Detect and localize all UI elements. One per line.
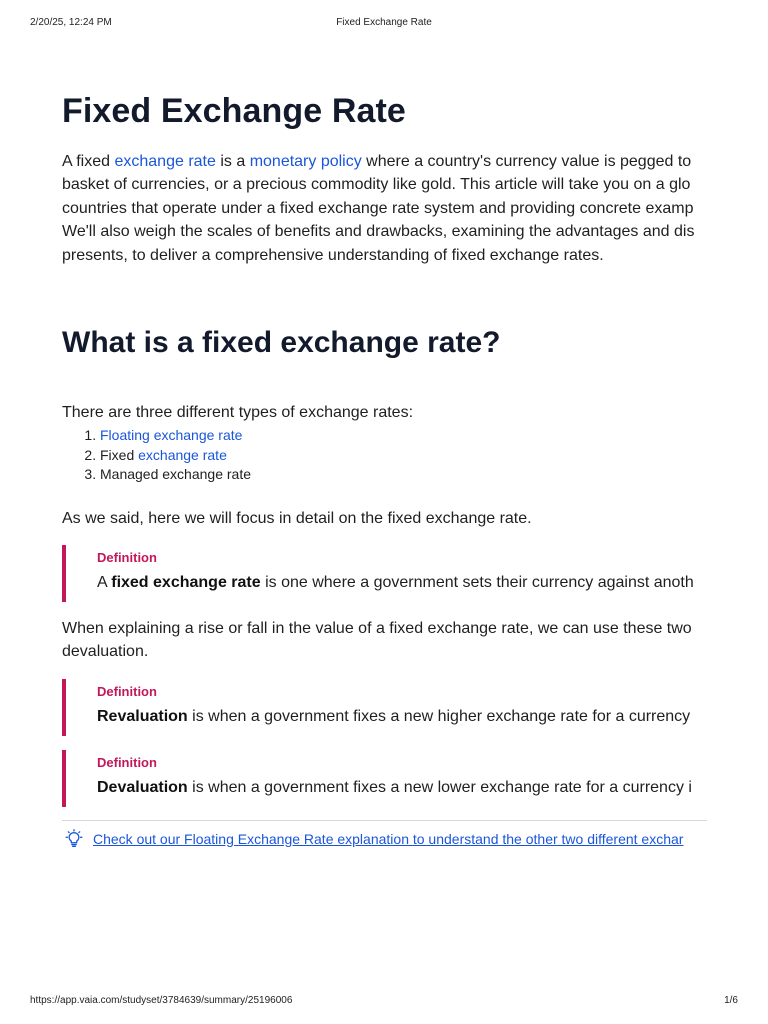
intro-text: is a	[215, 153, 250, 170]
definition-text	[97, 572, 707, 602]
explain-paragraph	[62, 617, 707, 664]
intro-paragraph	[62, 150, 707, 267]
article	[62, 88, 707, 968]
print-url: https://app.vaia.com/studyset/3784639/summary/25196006	[30, 995, 293, 1006]
definition-term: Devaluation	[97, 778, 188, 796]
explain-line-1: When explaining a rise or fall in the value of a fixed exchange rate, we can use these two	[62, 619, 692, 637]
section-heading: What is a fixed exchange rate?	[62, 326, 501, 360]
list-item	[100, 446, 707, 466]
explain-line-2: devaluation.	[62, 643, 149, 661]
types-lead-text: There are three different types of exchange rates:	[62, 404, 414, 422]
intro-text: where a country's currency value is pegged to	[361, 153, 692, 170]
lightbulb-icon	[64, 829, 84, 849]
monetary-policy-link[interactable]: monetary policy	[249, 153, 362, 170]
print-footer	[0, 995, 768, 1009]
intro-line-1	[62, 150, 707, 173]
print-datetime: 2/20/25, 12:24 PM	[30, 17, 112, 28]
definition-box-devaluation	[62, 750, 707, 807]
definition-box-revaluation	[62, 679, 707, 736]
floating-exchange-rate-explanation-link[interactable]: Check out our Floating Exchange Rate explanation to understand the other two different exchar	[93, 830, 684, 847]
definition-body: is one where a government sets their currency against anoth	[260, 573, 694, 591]
intro-line-4: We'll also weigh the scales of benefits and drawbacks, examining the advantages and dis	[62, 223, 695, 241]
definition-label: Definition	[97, 549, 157, 565]
intro-line-5: presents, to deliver a comprehensive understanding of fixed exchange rates.	[62, 246, 604, 264]
definition-text	[97, 777, 707, 807]
definition-label: Definition	[97, 754, 157, 770]
definition-text	[97, 706, 707, 736]
exchange-rate-link[interactable]: exchange rate	[138, 446, 227, 463]
exchange-rate-types-list	[62, 426, 707, 485]
intro-line-2: basket of currencies, or a precious commodity like gold. This article will take you on a glo	[62, 176, 691, 194]
print-header	[0, 17, 768, 31]
definition-term: Revaluation	[97, 707, 188, 725]
print-title: Fixed Exchange Rate	[336, 17, 432, 28]
floating-exchange-rate-link[interactable]: Floating exchange rate	[100, 427, 243, 444]
definition-body: is when a government fixes a new higher exchange rate for a currency	[187, 707, 691, 725]
intro-line-3: countries that operate under a fixed exchange rate system and providing concrete examp	[62, 199, 694, 217]
list-item-text: Managed exchange rate	[100, 466, 251, 483]
definition-box-fixed-exchange-rate	[62, 545, 707, 602]
page-title: Fixed Exchange Rate	[62, 92, 406, 130]
definition-term: fixed exchange rate	[111, 573, 261, 591]
tip-callout	[62, 820, 707, 849]
print-page-number: 1/6	[724, 995, 738, 1006]
exchange-rate-link[interactable]: exchange rate	[114, 153, 216, 170]
definition-body: is when a government fixes a new lower exchange rate for a currency i	[187, 778, 692, 796]
list-item	[100, 465, 707, 485]
focus-paragraph: As we said, here we will focus in detail on the fixed exchange rate.	[62, 509, 532, 527]
list-item-text: Fixed	[100, 446, 139, 463]
definition-prefix: A	[97, 573, 112, 591]
definition-label: Definition	[97, 683, 157, 699]
list-item	[100, 426, 707, 446]
intro-text: A fixed	[62, 153, 115, 170]
